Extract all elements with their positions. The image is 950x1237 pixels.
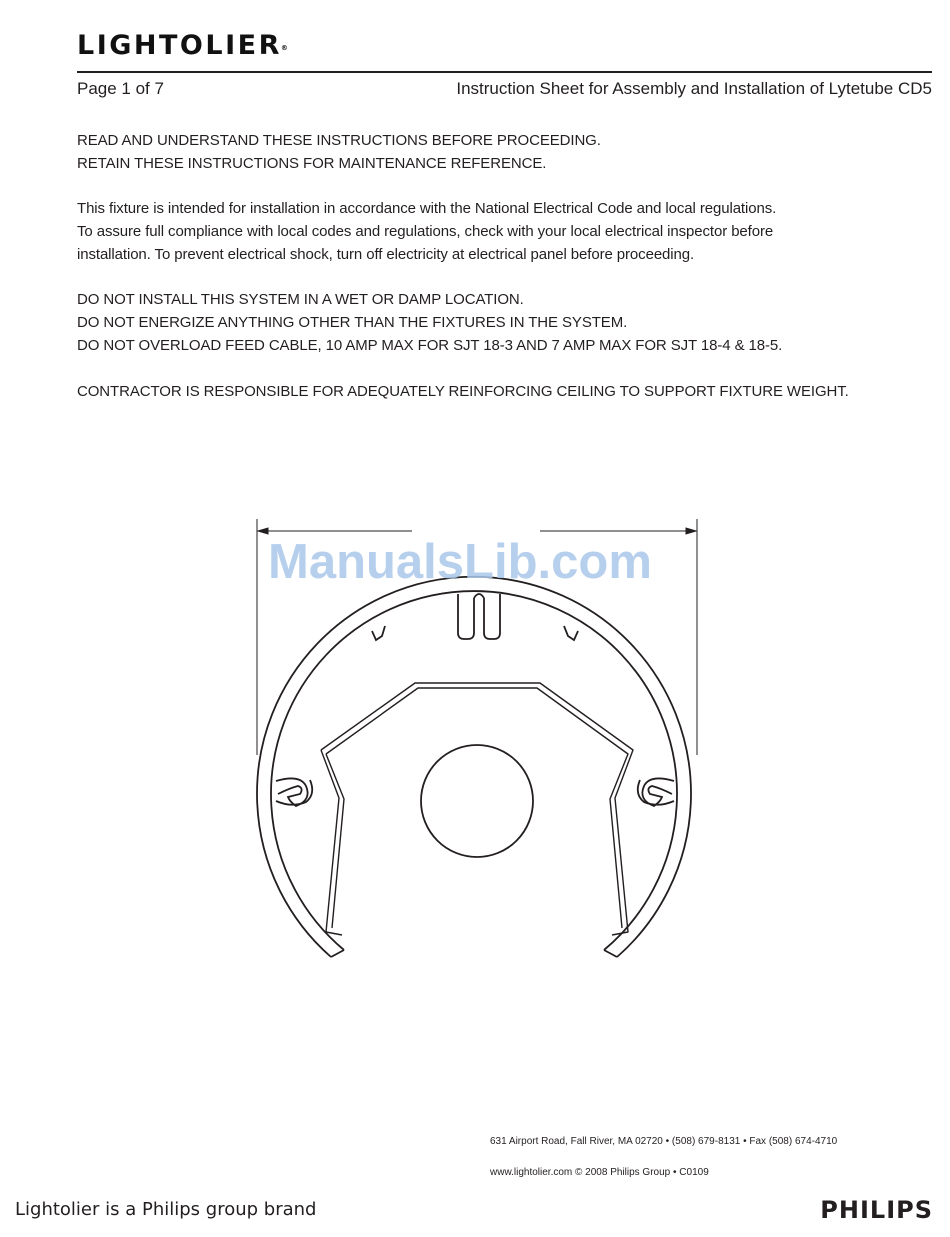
philips-logo: PHILIPS [820, 1196, 933, 1224]
contractor-note: CONTRACTOR IS RESPONSIBLE FOR ADEQUATELY REINFORCING CEILING TO SUPPORT FIXTURE WEIGHT. [77, 383, 849, 400]
intro-line: installation. To prevent electrical shock, turn off electricity at electrical panel before proceeding. [77, 246, 695, 263]
caution-line: DO NOT ENERGIZE ANYTHING OTHER THAN THE FIXTURES IN THE SYSTEM. [77, 314, 628, 331]
footer-address: 631 Airport Road, Fall River, MA 02720 • (508) 679-8131 • Fax (508) 674-4710 [490, 1136, 838, 1147]
footer-web: www.lightolier.com © 2008 Philips Group • C0109 [490, 1167, 709, 1178]
warning-line: READ AND UNDERSTAND THESE INSTRUCTIONS BEFORE PROCEEDING. [77, 132, 601, 149]
watermark: ManualsLib.com [268, 535, 652, 589]
side-clips [276, 778, 674, 806]
logo-text: LIGHTOLIER [77, 30, 282, 61]
lightolier-logo [77, 30, 289, 62]
registered-mark: ® [280, 44, 288, 52]
intro-line: This fixture is intended for installation in accordance with the National Electrical Code and local regulations. [77, 200, 777, 217]
top-channel [458, 594, 500, 639]
intro-line: To assure full compliance with local codes and regulations, check with your local electrical inspector before [77, 223, 774, 240]
intro-block [77, 197, 776, 266]
lamp-circle [421, 745, 533, 857]
caution-block [77, 288, 782, 357]
housing-teeth [372, 626, 578, 640]
header-rule [77, 71, 932, 73]
warning-line: RETAIN THESE INSTRUCTIONS FOR MAINTENANCE REFERENCE. [77, 155, 547, 172]
document-title: Instruction Sheet for Assembly and Installation of Lytetube CD5 [456, 79, 932, 98]
page-number: Page 1 of 7 [77, 79, 164, 98]
caution-line: DO NOT INSTALL THIS SYSTEM IN A WET OR DAMP LOCATION. [77, 291, 524, 308]
warning-block [77, 129, 601, 175]
inner-reflector [321, 683, 633, 935]
brand-statement: Lightolier is a Philips group brand [15, 1199, 317, 1220]
caution-line: DO NOT OVERLOAD FEED CABLE, 10 AMP MAX FOR SJT 18-3 AND 7 AMP MAX FOR SJT 18-4 & 18-5. [77, 337, 783, 354]
